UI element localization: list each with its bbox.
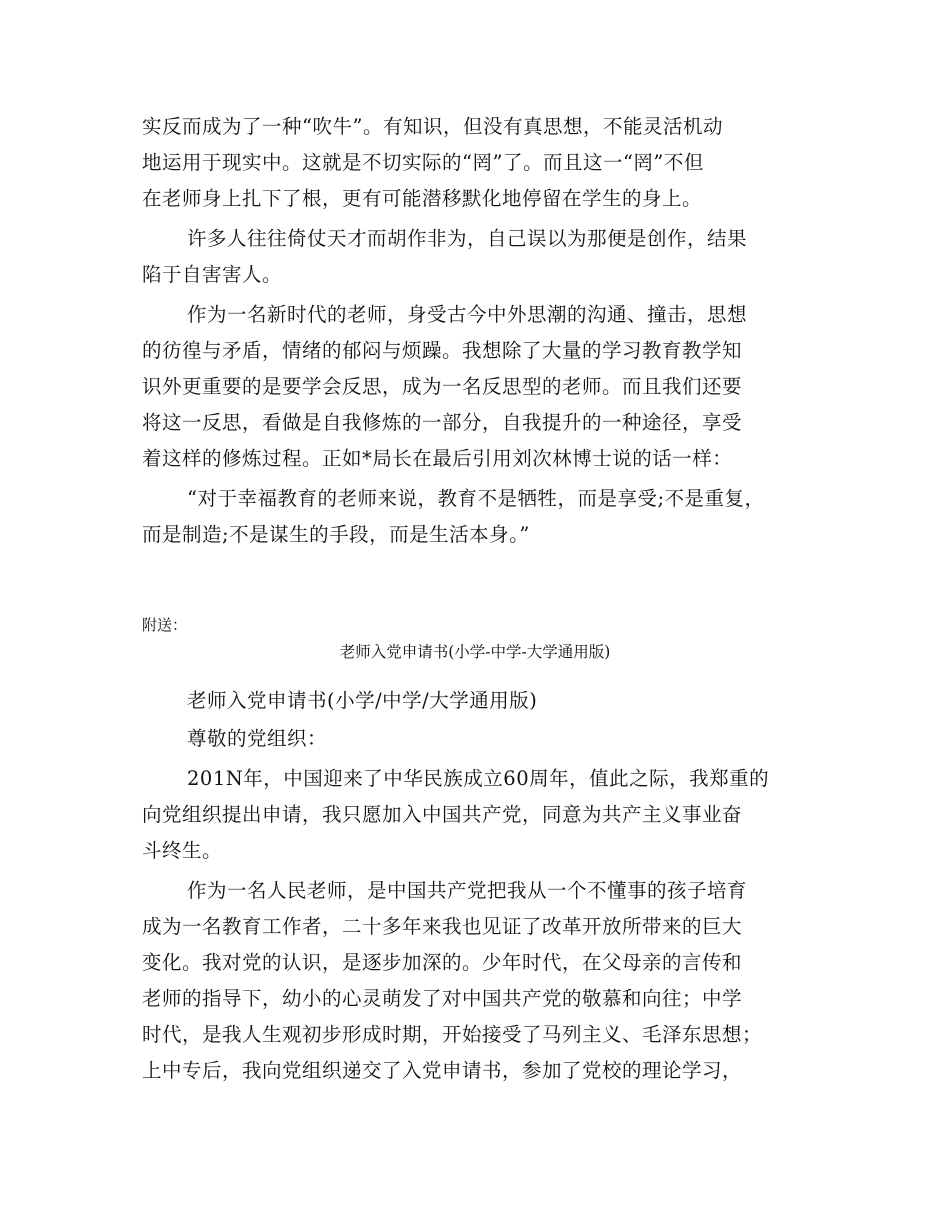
essay-line: 实反而成为了一种“吹牛”。有知识，但没有真思想，不能灵活机动 [142,115,723,138]
application-line: 成为一名教育工作者，二十多年来我也见证了改革开放所带来的巨大 [142,915,743,938]
application-heading: 老师入党申请书(小学/中学/大学通用版) [187,689,538,712]
essay-line: 在老师身上扎下了根，更有可能潜移默化地停留在学生的身上。 [142,187,703,210]
application-line: 201N年，中国迎来了中华民族成立60周年，值此之际，我郑重的 [187,767,770,790]
essay-line: 许多人往往倚仗天才而胡作非为，自己误以为那便是创作，结果 [187,227,748,250]
appendix-label: 附送： [142,616,188,634]
essay-line: 陷于自害害人。 [142,263,283,286]
essay-line: 地运用于现实中。这就是不切实际的“罔”了。而且这一“罔”不但 [142,151,704,174]
essay-line: 着这样的修炼过程。正如*局长在最后引用刘次林博士说的话一样： [142,447,733,470]
essay-line: 将这一反思，看做是自我修炼的一部分，自我提升的一种途径，享受 [142,411,743,434]
essay-line: 的彷徨与矛盾，情绪的郁闷与烦躁。我想除了大量的学习教育教学知 [142,339,743,362]
essay-line: 识外更重要的是要学会反思，成为一名反思型的老师。而且我们还要 [142,375,743,398]
application-line: 老师的指导下，幼小的心灵萌发了对中国共产党的敬慕和向往；中学 [142,987,743,1010]
essay-line: 作为一名新时代的老师，身受古今中外思潮的沟通、撞击，思想 [187,303,748,326]
application-line: 上中专后，我向党组织递交了入党申请书，参加了党校的理论学习， [142,1059,743,1082]
appendix-title: 老师入党申请书(小学-中学-大学通用版) [339,643,611,661]
application-line: 作为一名人民老师，是中国共产党把我从一个不懂事的孩子培育 [187,879,748,902]
quote-line: 而是制造;不是谋生的手段，而是生活本身。” [142,523,530,546]
application-line: 变化。我对党的认识，是逐步加深的。少年时代，在父母亲的言传和 [142,951,743,974]
application-line: 时代，是我人生观初步形成时期，开始接受了马列主义、毛泽东思想； [142,1023,763,1046]
application-line: 向党组织提出申请，我只愿加入中国共产党，同意为共产主义事业奋 [142,803,743,826]
application-line: 斗终生。 [142,839,223,862]
quote-line: “对于幸福教育的老师来说，教育不是牺牲，而是享受;不是重复， [187,487,765,510]
salutation: 尊敬的党组织： [187,727,328,750]
